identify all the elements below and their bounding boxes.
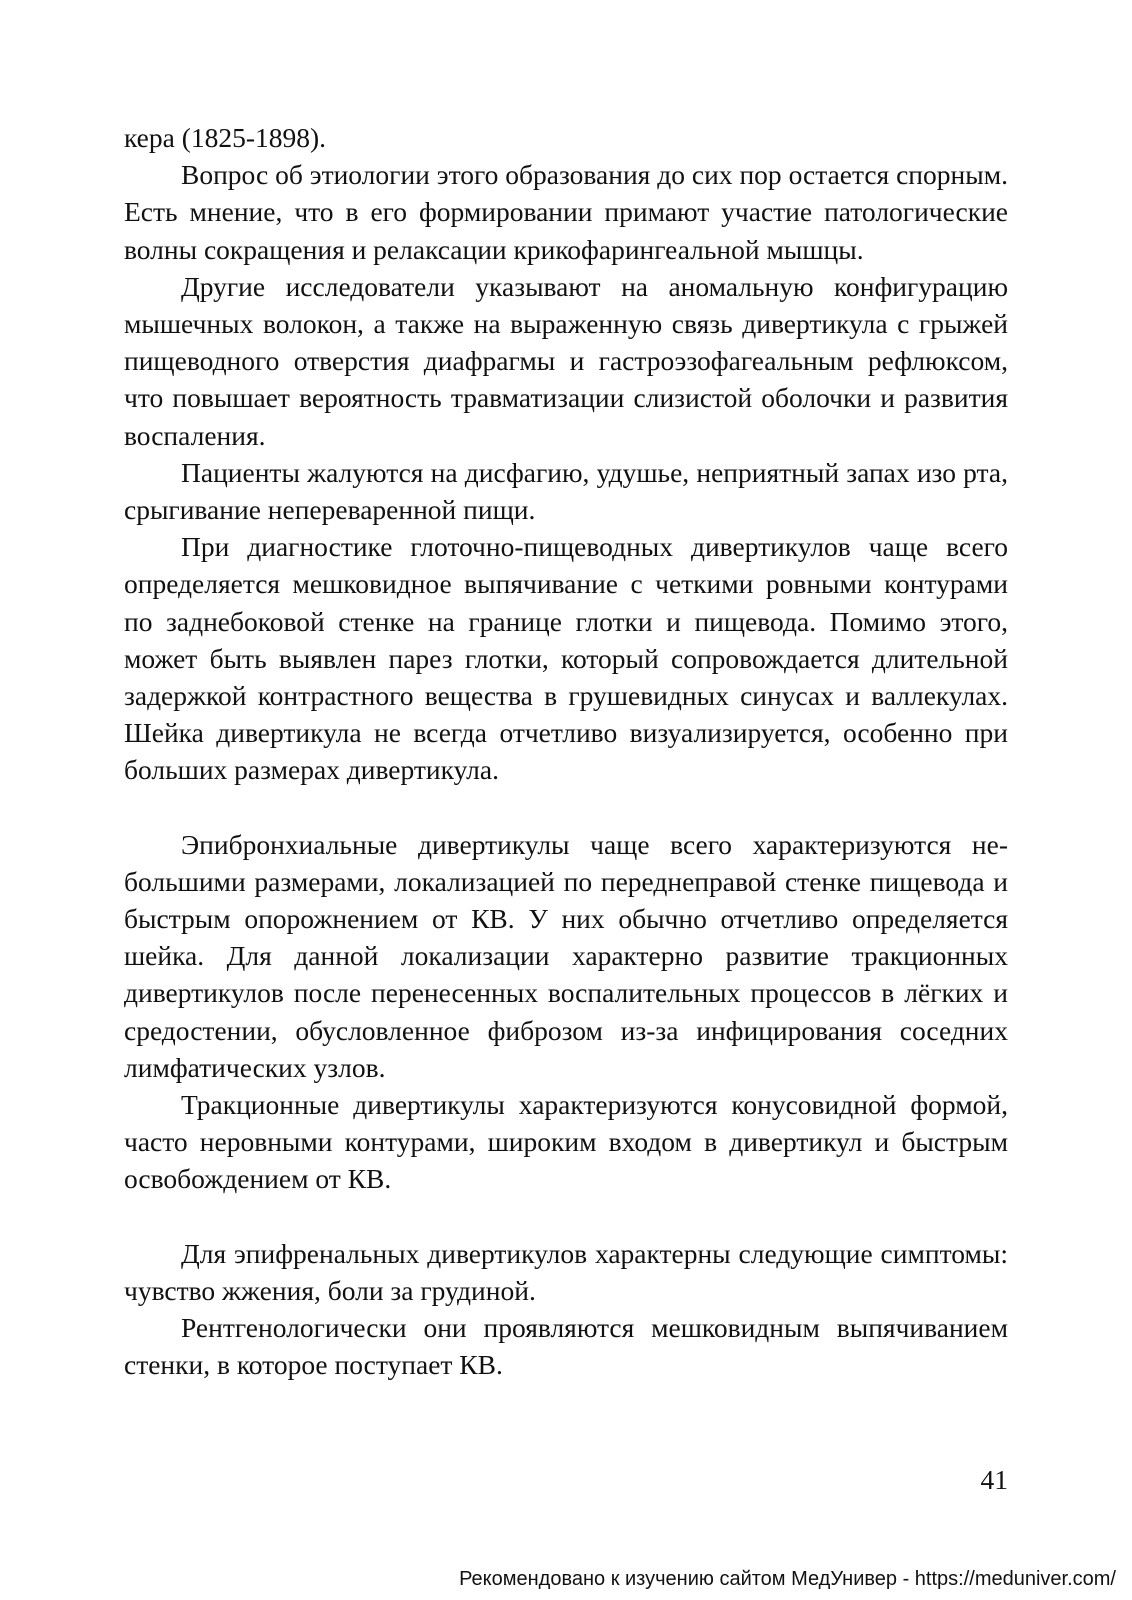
paragraph-etiology: Вопрос об этиологии этого образования до сих пор остается спорным. Есть мнение, что в его формировании примают участие патологические волны сокращения и релаксации крикофарингеальной мышцы. (124, 159, 1008, 265)
paragraph-traction: Тракционные дивертикулы характеризуются конусовидной формой, часто неровными контурами, широким входом в дивертикул и быстрым освобождением от КВ. (124, 1089, 1008, 1195)
paragraph-epibronchial: Эпибронхиальные дивертикулы чаще всего характеризуются небольшими размерами, локализацией по переднеправой стенке пищевода и быстрым опорожнением от КВ. У них обычно отчетливо определяется шейка. Для данной локализации характерно развитие тракционных дивертикулов после перенесенных воспалительных процессов в лёгких и средостении, обусловленное фиброзом из-за инфицирования соседних лимфатических узлов. (124, 828, 1008, 1083)
paragraph-radiology: Рентгенологически они проявляются мешковидным выпячиванием стенки, в которое поступает КВ. (124, 1312, 1008, 1381)
paragraph-other-researchers: Другие исследователи указывают на аномальную конфигурацию мышечных волокон, а также на выраженную связь дивертикула с грыжей пищеводного отверстия диафрагмы и гастроэзофагеальным рефлюксом, что повышает вероятность травматизации слизистой оболочки и развития воспаления. (124, 270, 1008, 451)
page-number: 41 (980, 1464, 1008, 1495)
paragraph-diagnostics: При диагностике глоточно-пищеводных дивертикулов чаще всего определяется мешковидное выпячивание с четкими ровными контурами по заднебоковой стенке на границе глотки и пищевода. Помимо этого, может быть выявлен парез глотки, который сопровождается длительной задержкой контрастного вещества в грушевидных синусах и валлекулах. Шейка дивертикула не всегда отчетливо визуализируется, особенно при больших размерах дивертикула. (124, 531, 1008, 786)
paragraph-epiphrenic-symptoms: Для эпифренальных дивертикулов характерны следующие симптомы: чувство жжения, боли за грудиной. (124, 1237, 1008, 1306)
footer-watermark: Рекомендовано к изучению сайтом МедУнивер - https://meduniver.com/ (459, 1568, 1116, 1590)
body-text (124, 119, 1008, 1384)
paragraph-complaints: Пациенты жалуются на дисфагию, удушье, неприятный запах изо рта, срыгивание непереваренной пищи. (124, 456, 1008, 526)
paragraph-continuation: кера (1825-1898). (124, 122, 327, 153)
